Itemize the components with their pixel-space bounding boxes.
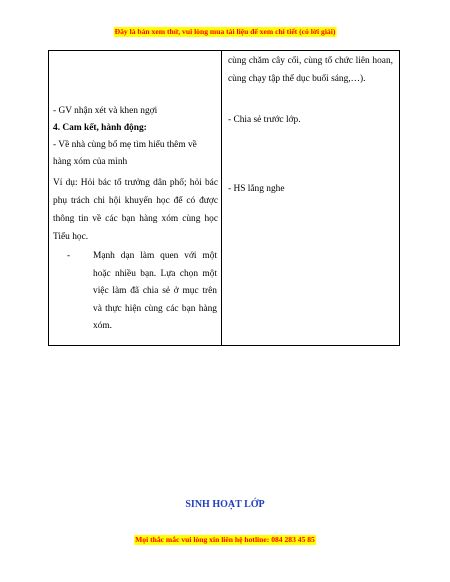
section-title: SINH HOẠT LỚP — [185, 499, 265, 510]
bullet-text: Mạnh dạn làm quen với một hoặc nhiều bạn. Lựa chọn một việc làm đã chia sẻ ở mục trên và thực hiện cùng các bạn hàng xóm. — [93, 251, 217, 331]
lesson-table — [48, 50, 400, 346]
listen-line: - HS lắng nghe — [228, 184, 285, 194]
example-paragraph: Ví dụ: Hỏi bác tổ trưởng dân phố; hỏi bác phụ trách chi hội khuyến học để có được thông tin về các bạn hàng xóm cùng học Tiểu học. — [53, 178, 218, 242]
commitment-heading: 4. Cam kết, hành động: — [53, 123, 147, 133]
preview-notice-banner: Đây là bản xem thử, vui lòng mua tài liệu để xem chi tiết (có lời giải) — [114, 27, 336, 36]
continued-text: cùng chăm cây cối, cùng tổ chức liên hoan, cùng chạy tập thể dục buổi sáng,…). — [228, 56, 393, 84]
hotline-banner: Mọi thắc mắc vui lòng xin liên hệ hotline: 084 283 45 85 — [135, 535, 315, 544]
student-activity-column — [228, 51, 393, 345]
task-line-1: - Về nhà cùng bố mẹ tìm hiểu thêm về — [53, 140, 197, 150]
teacher-activity-column — [53, 51, 218, 345]
praise-line: - GV nhận xét và khen ngợi — [53, 106, 158, 116]
bullet-dash: - — [67, 251, 71, 261]
share-line: - Chia sẻ trước lớp. — [228, 115, 301, 125]
task-line-2: hàng xóm của mình — [53, 157, 128, 167]
column-divider — [221, 51, 222, 345]
